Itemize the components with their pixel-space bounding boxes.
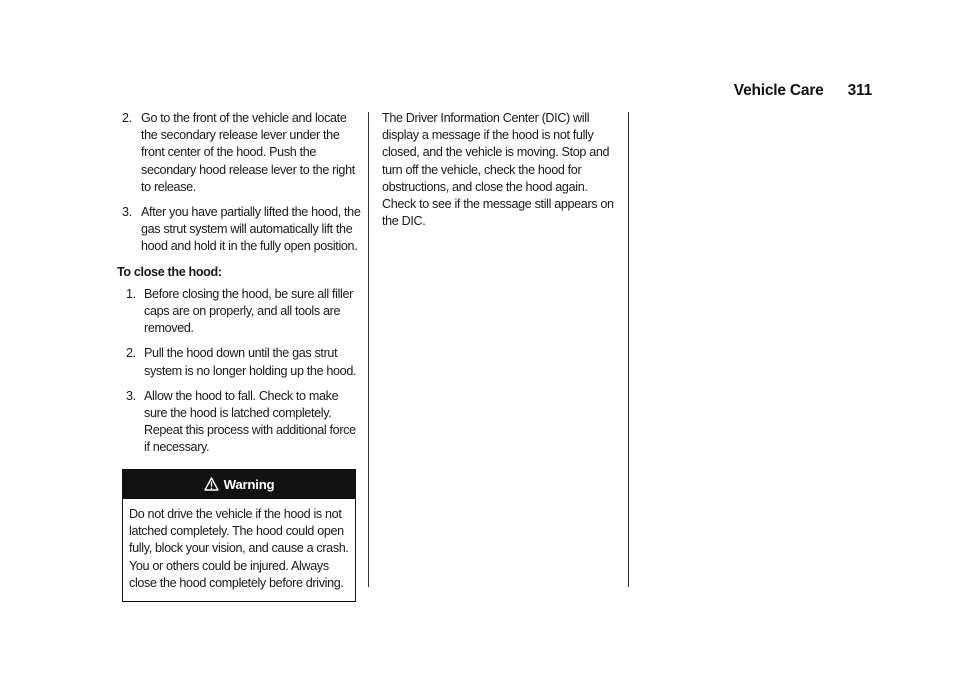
column-divider bbox=[368, 112, 369, 587]
middle-column bbox=[382, 110, 616, 230]
warning-box bbox=[122, 469, 356, 602]
step-item bbox=[126, 345, 362, 379]
step-number: 3. bbox=[126, 388, 136, 403]
step-number: 2. bbox=[122, 111, 132, 125]
step-item bbox=[126, 388, 362, 457]
step-text: After you have partially lifted the hood, the gas strut system will automatically lift the hood and hold it in the fully open position. bbox=[141, 205, 361, 254]
left-column bbox=[117, 110, 362, 602]
step-number: 1. bbox=[126, 286, 136, 301]
step-item bbox=[126, 286, 362, 338]
section-title: Vehicle Care bbox=[733, 82, 824, 99]
running-header bbox=[734, 82, 872, 100]
step-number: 3. bbox=[122, 205, 132, 220]
step-item bbox=[122, 110, 362, 196]
page-number: 311 bbox=[847, 82, 872, 99]
step-text: Before closing the hood, be sure all filler caps are on properly, and all tools are removed. bbox=[144, 286, 353, 336]
step-text: Allow the hood to fall. Check to make sure the hood is latched completely. Repeat this process with additional force if necessary. bbox=[144, 388, 356, 455]
open-hood-steps bbox=[122, 110, 362, 256]
warning-body: Do not drive the vehicle if the hood is not latched completely. The hood could open fully, block your vision, and cause a crash. You or others could be injured. Always close the hood completely before driving. bbox=[129, 506, 349, 591]
step-text: Pull the hood down until the gas strut system is no longer holding up the hood. bbox=[144, 346, 357, 378]
dic-message-paragraph: The Driver Information Center (DIC) will display a message if the hood is not fully closed, and the vehicle is moving. Stop and turn off the vehicle, check the hood for obstructions, and close the hood again. Check to see if the message still appears on the DIC. bbox=[382, 111, 614, 229]
step-item bbox=[122, 204, 362, 256]
step-number: 2. bbox=[126, 346, 136, 361]
warning-title: Warning bbox=[223, 476, 275, 492]
close-hood-steps bbox=[122, 286, 362, 457]
warning-title-bar bbox=[123, 470, 355, 499]
step-text: Go to the front of the vehicle and locate the secondary release lever under the front center of the hood. Push the secondary hood release lever to the right to release. bbox=[141, 111, 355, 194]
warning-triangle-icon bbox=[204, 477, 219, 491]
close-hood-heading: To close the hood: bbox=[117, 264, 222, 279]
column-divider bbox=[628, 112, 629, 587]
